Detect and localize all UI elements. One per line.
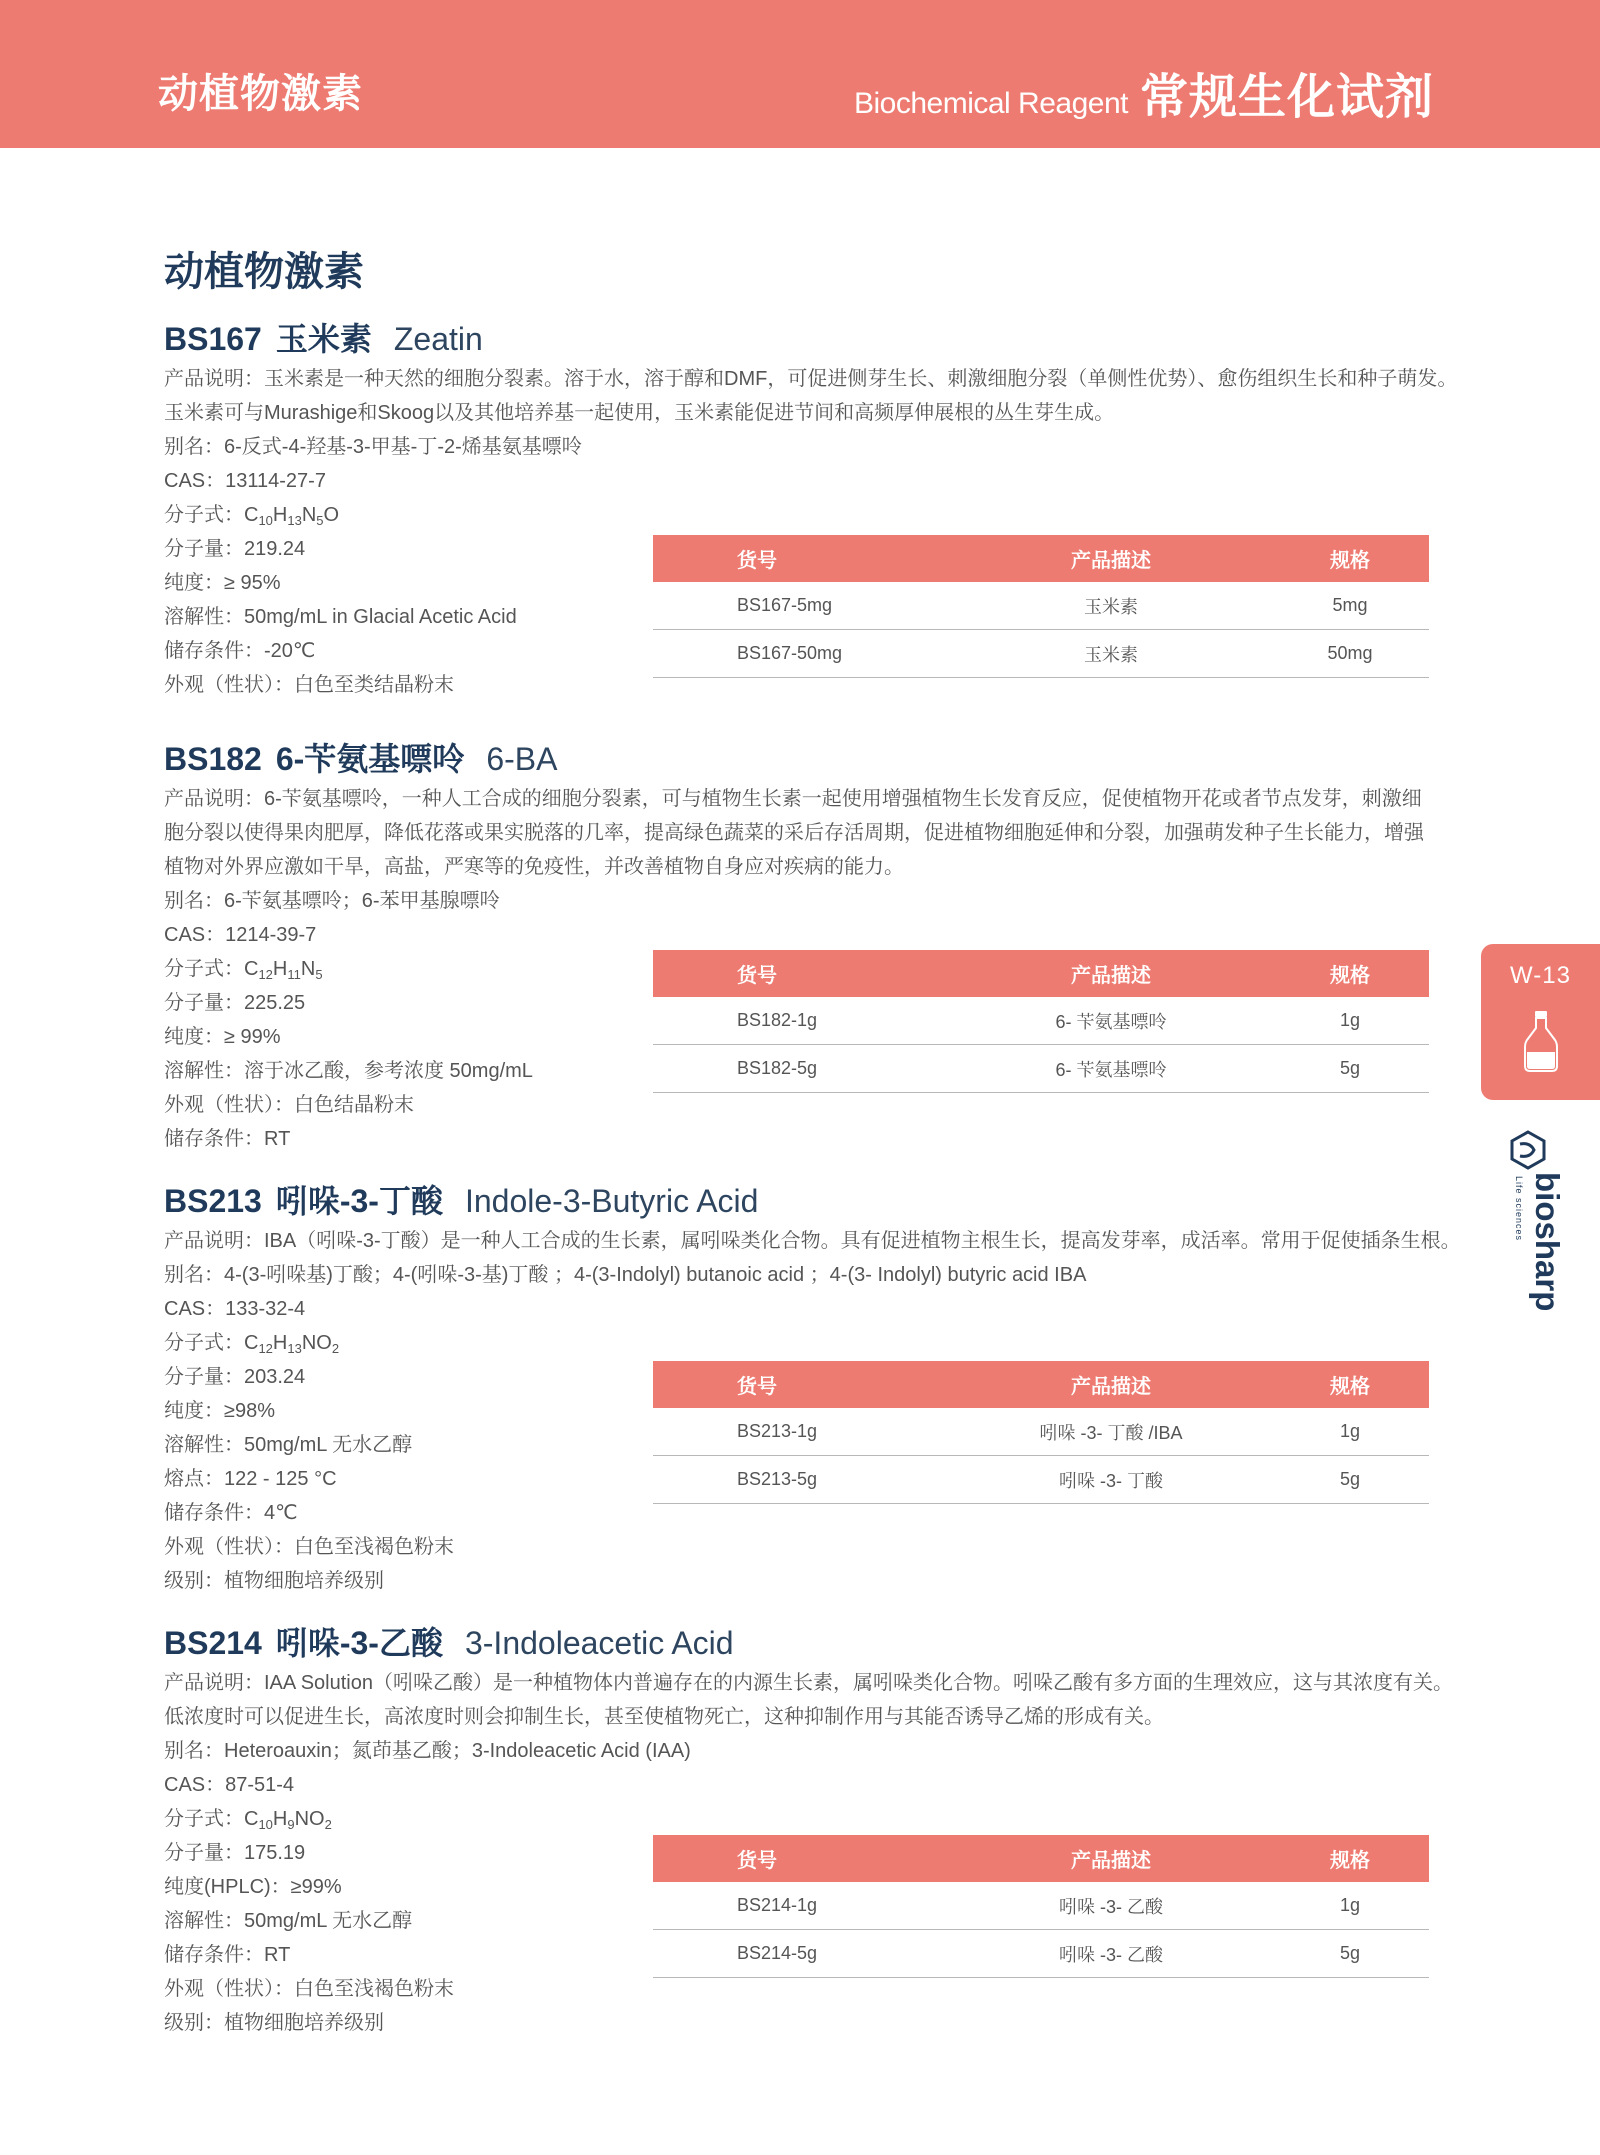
product-info-line: 溶解性：溶于冰乙酸，参考浓度 50mg/mL	[164, 1060, 533, 1082]
cell-desc: 吲哚 -3- 丁酸 /IBA	[951, 1408, 1271, 1456]
cell-code: BS182-1g	[653, 997, 951, 1045]
column-header-desc: 产品描述	[951, 950, 1271, 997]
formula-element: C	[244, 504, 259, 526]
product-name-en: 3-Indoleacetic Acid	[464, 1625, 734, 1661]
formula-label: 分子式：	[164, 504, 244, 526]
formula-element: H	[272, 504, 288, 526]
product-info-line: 产品说明：IAA Solution（吲哚乙酸）是一种植物体内普遍存在的内源生长素，属吲哚类化合物。吲哚乙酸有多方面的生理效应，这与其浓度有关。	[164, 1672, 1453, 1694]
formula-subscript: 11	[287, 967, 301, 982]
molecular-formula	[164, 498, 1434, 532]
column-header-code: 货号	[653, 535, 951, 582]
cell-desc: 玉米素	[951, 630, 1271, 678]
product-heading	[164, 316, 1434, 362]
formula-subscript: 5	[315, 967, 323, 982]
product-info-line: 溶解性：50mg/mL 无水乙醇	[164, 1434, 413, 1456]
product-info-line: 胞分裂以使得果肉肥厚，降低花落或果实脱落的几率，提高绿色蔬菜的采后存活周期，促进植物细胞延伸和分裂，加强萌发种子生长能力，增强	[164, 822, 1424, 844]
product-info-line: 别名：6-反式-4-羟基-3-甲基-丁-2-烯基氨基嘌呤	[164, 436, 582, 458]
table-row	[653, 1456, 1429, 1504]
product-info-line: 储存条件：-20℃	[164, 640, 316, 662]
product-name-cn: 玉米素	[275, 321, 372, 357]
page-number: W-13	[1510, 962, 1571, 989]
section-title: 动植物激素	[164, 250, 364, 294]
formula-element: C	[244, 958, 259, 980]
cell-desc: 6- 苄氨基嘌呤	[951, 1045, 1271, 1093]
formula-element: N	[300, 958, 316, 980]
table-header-row	[653, 1835, 1429, 1882]
cell-desc: 6- 苄氨基嘌呤	[951, 997, 1271, 1045]
product-info-line: 级别：植物细胞培养级别	[164, 2012, 384, 2034]
product-info-line: 熔点：122 - 125 °C	[164, 1468, 337, 1490]
formula-subscript: 10	[258, 513, 273, 528]
product-info-line: 外观（性状）：白色至浅褐色粉末	[164, 1978, 454, 2000]
product-info-line: 纯度(HPLC)：≥99%	[164, 1876, 342, 1898]
cell-spec: 5g	[1271, 1045, 1429, 1093]
table-row	[653, 1882, 1429, 1930]
table-row	[653, 1408, 1429, 1456]
product-heading	[164, 1178, 1434, 1224]
product-name-cn: 吲哚-3-乙酸	[275, 1625, 443, 1661]
column-header-desc: 产品描述	[951, 535, 1271, 582]
cell-desc: 吲哚 -3- 丁酸	[951, 1456, 1271, 1504]
product-info-line: 级别：植物细胞培养级别	[164, 1570, 384, 1592]
formula-element: N	[301, 504, 317, 526]
table-header-row	[653, 1361, 1429, 1408]
product-info-line: 溶解性：50mg/mL 无水乙醇	[164, 1910, 413, 1932]
cell-desc: 吲哚 -3- 乙酸	[951, 1930, 1271, 1978]
table-row	[653, 582, 1429, 630]
cell-spec: 5g	[1271, 1456, 1429, 1504]
cell-code: BS167-5mg	[653, 582, 951, 630]
column-header-spec: 规格	[1271, 1835, 1429, 1882]
product-info-line: 分子量：175.19	[164, 1842, 306, 1864]
product-info-line: 低浓度时可以促进生长，高浓度时则会抑制生长，甚至使植物死亡，这种抑制作用与其能否诱导乙烯的形成有关。	[164, 1706, 1164, 1728]
product-info-line: 别名：Heteroauxin；氮茚基乙酸；3-Indoleacetic Acid (IAA)	[164, 1740, 691, 1762]
formula-element: O	[323, 504, 340, 526]
bottle-icon	[1524, 1010, 1558, 1072]
product-name-en: 6-BA	[486, 741, 558, 777]
cell-spec: 50mg	[1271, 630, 1429, 678]
header-series-cn: 常规生化试剂	[1139, 71, 1434, 124]
product-info-line: 产品说明：玉米素是一种天然的细胞分裂素。溶于水，溶于醇和DMF，可促进侧芽生长、刺激细胞分裂（单侧性优势）、愈伤组织生长和种子萌发。	[164, 368, 1458, 390]
product-info-line: 外观（性状）：白色至类结晶粉末	[164, 674, 454, 696]
column-header-code: 货号	[653, 1835, 951, 1882]
product-info-line: 别名：4-(3-吲哚基)丁酸；4-(吲哚-3-基)丁酸 ；4-(3-Indolyl) butanoic acid ；4-(3- Indolyl) butyric acid IBA	[164, 1264, 1087, 1286]
cell-code: BS213-1g	[653, 1408, 951, 1456]
product-info-line: 分子量：203.24	[164, 1366, 306, 1388]
page-header	[0, 0, 1600, 148]
cell-desc: 吲哚 -3- 乙酸	[951, 1882, 1271, 1930]
product-info-line: 分子量：225.25	[164, 992, 306, 1014]
product-info-line: 储存条件：RT	[164, 1128, 291, 1150]
table-row	[653, 997, 1429, 1045]
cell-spec: 1g	[1271, 1408, 1429, 1456]
product-heading	[164, 1620, 1434, 1666]
product-info-line: 纯度：≥98%	[164, 1400, 276, 1422]
formula-element: NO	[301, 1332, 332, 1354]
product-info-line: 外观（性状）：白色至浅褐色粉末	[164, 1536, 454, 1558]
molecular-formula	[164, 1326, 1434, 1360]
product-code: BS167	[164, 321, 262, 357]
formula-label: 分子式：	[164, 958, 244, 980]
brand-name: biosharp	[1529, 1172, 1566, 1312]
table-header-row	[653, 950, 1429, 997]
product-info-line: CAS：133-32-4	[164, 1298, 306, 1320]
product-info-line: 产品说明：IBA（吲哚-3-丁酸）是一种人工合成的生长素，属吲哚类化合物。具有促进植物主根生长，提高发芽率，成活率。常用于促使插条生根。	[164, 1230, 1461, 1252]
formula-element: C	[244, 1808, 259, 1830]
formula-element: H	[272, 958, 288, 980]
formula-subscript: 2	[324, 1817, 332, 1832]
column-header-code: 货号	[653, 950, 951, 997]
formula-subscript: 10	[258, 1817, 273, 1832]
formula-element: H	[272, 1332, 288, 1354]
product-code: BS214	[164, 1625, 262, 1661]
product-info-line: 纯度：≥ 99%	[164, 1026, 281, 1048]
header-series-en: Biochemical Reagent	[853, 87, 1128, 120]
column-header-spec: 规格	[1271, 1361, 1429, 1408]
formula-subscript: 9	[287, 1817, 295, 1832]
formula-element: NO	[294, 1808, 325, 1830]
product-table	[653, 950, 1429, 1093]
product-info-line: CAS：1214-39-7	[164, 924, 317, 946]
product-block	[164, 736, 1434, 1156]
brand-logo	[1506, 1130, 1566, 1312]
brand-tagline: Life sciences	[1514, 1176, 1524, 1242]
product-name-cn: 吲哚-3-丁酸	[275, 1183, 443, 1219]
product-info-line: 别名：6-苄氨基嘌呤；6-苯甲基腺嘌呤	[164, 890, 500, 912]
formula-element: H	[272, 1808, 288, 1830]
page-tab	[1481, 944, 1600, 1100]
formula-element: C	[244, 1332, 259, 1354]
product-table	[653, 535, 1429, 678]
column-header-code: 货号	[653, 1361, 951, 1408]
column-header-desc: 产品描述	[951, 1835, 1271, 1882]
product-code: BS182	[164, 741, 262, 777]
cell-code: BS182-5g	[653, 1045, 951, 1093]
table-row	[653, 630, 1429, 678]
product-heading	[164, 736, 1434, 782]
product-info-line: 外观（性状）：白色结晶粉末	[164, 1094, 414, 1116]
product-info-line: 纯度：≥ 95%	[164, 572, 281, 594]
product-table	[653, 1361, 1429, 1504]
product-info-line: CAS：87-51-4	[164, 1774, 295, 1796]
header-category-title: 动植物激素	[158, 72, 363, 116]
product-name-en: Zeatin	[393, 321, 483, 357]
column-header-desc: 产品描述	[951, 1361, 1271, 1408]
table-header-row	[653, 535, 1429, 582]
cell-spec: 1g	[1271, 997, 1429, 1045]
table-row	[653, 1930, 1429, 1978]
column-header-spec: 规格	[1271, 535, 1429, 582]
product-info-line: 产品说明：6-苄氨基嘌呤，一种人工合成的细胞分裂素，可与植物生长素一起使用增强植物生长发育反应，促使植物开花或者节点发芽，刺激细	[164, 788, 1422, 810]
product-name-cn: 6-苄氨基嘌呤	[275, 741, 465, 777]
cell-code: BS213-5g	[653, 1456, 951, 1504]
cell-code: BS167-50mg	[653, 630, 951, 678]
header-series-title	[854, 58, 1434, 127]
product-name-en: Indole-3-Butyric Acid	[464, 1183, 759, 1219]
product-table	[653, 1835, 1429, 1978]
cell-spec: 1g	[1271, 1882, 1429, 1930]
product-info-line: 分子量：219.24	[164, 538, 306, 560]
table-row	[653, 1045, 1429, 1093]
formula-subscript: 13	[287, 1341, 302, 1356]
formula-subscript: 5	[316, 513, 324, 528]
cell-code: BS214-1g	[653, 1882, 951, 1930]
cell-code: BS214-5g	[653, 1930, 951, 1978]
formula-subscript: 12	[258, 967, 273, 982]
product-info-line: 玉米素可与Murashige和Skoog以及其他培养基一起使用，玉米素能促进节间和高频厚伸展根的丛生芽生成。	[164, 402, 1115, 424]
product-info-line: CAS：13114-27-7	[164, 470, 326, 492]
formula-subscript: 12	[258, 1341, 273, 1356]
formula-subscript: 2	[331, 1341, 340, 1356]
formula-label: 分子式：	[164, 1808, 244, 1830]
column-header-spec: 规格	[1271, 950, 1429, 997]
product-info-line: 植物对外界应激如干旱，高盐，严寒等的免疫性，并改善植物自身应对疾病的能力。	[164, 856, 904, 878]
cell-spec: 5mg	[1271, 582, 1429, 630]
brand-mark-icon	[1508, 1130, 1548, 1170]
cell-desc: 玉米素	[951, 582, 1271, 630]
cell-spec: 5g	[1271, 1930, 1429, 1978]
formula-label: 分子式：	[164, 1332, 244, 1354]
product-info-line: 溶解性：50mg/mL in Glacial Acetic Acid	[164, 606, 517, 628]
formula-subscript: 13	[287, 513, 302, 528]
molecular-formula	[164, 1802, 1434, 1836]
product-info-line: 储存条件：RT	[164, 1944, 291, 1966]
product-code: BS213	[164, 1183, 262, 1219]
product-info-line: 储存条件：4℃	[164, 1502, 298, 1524]
